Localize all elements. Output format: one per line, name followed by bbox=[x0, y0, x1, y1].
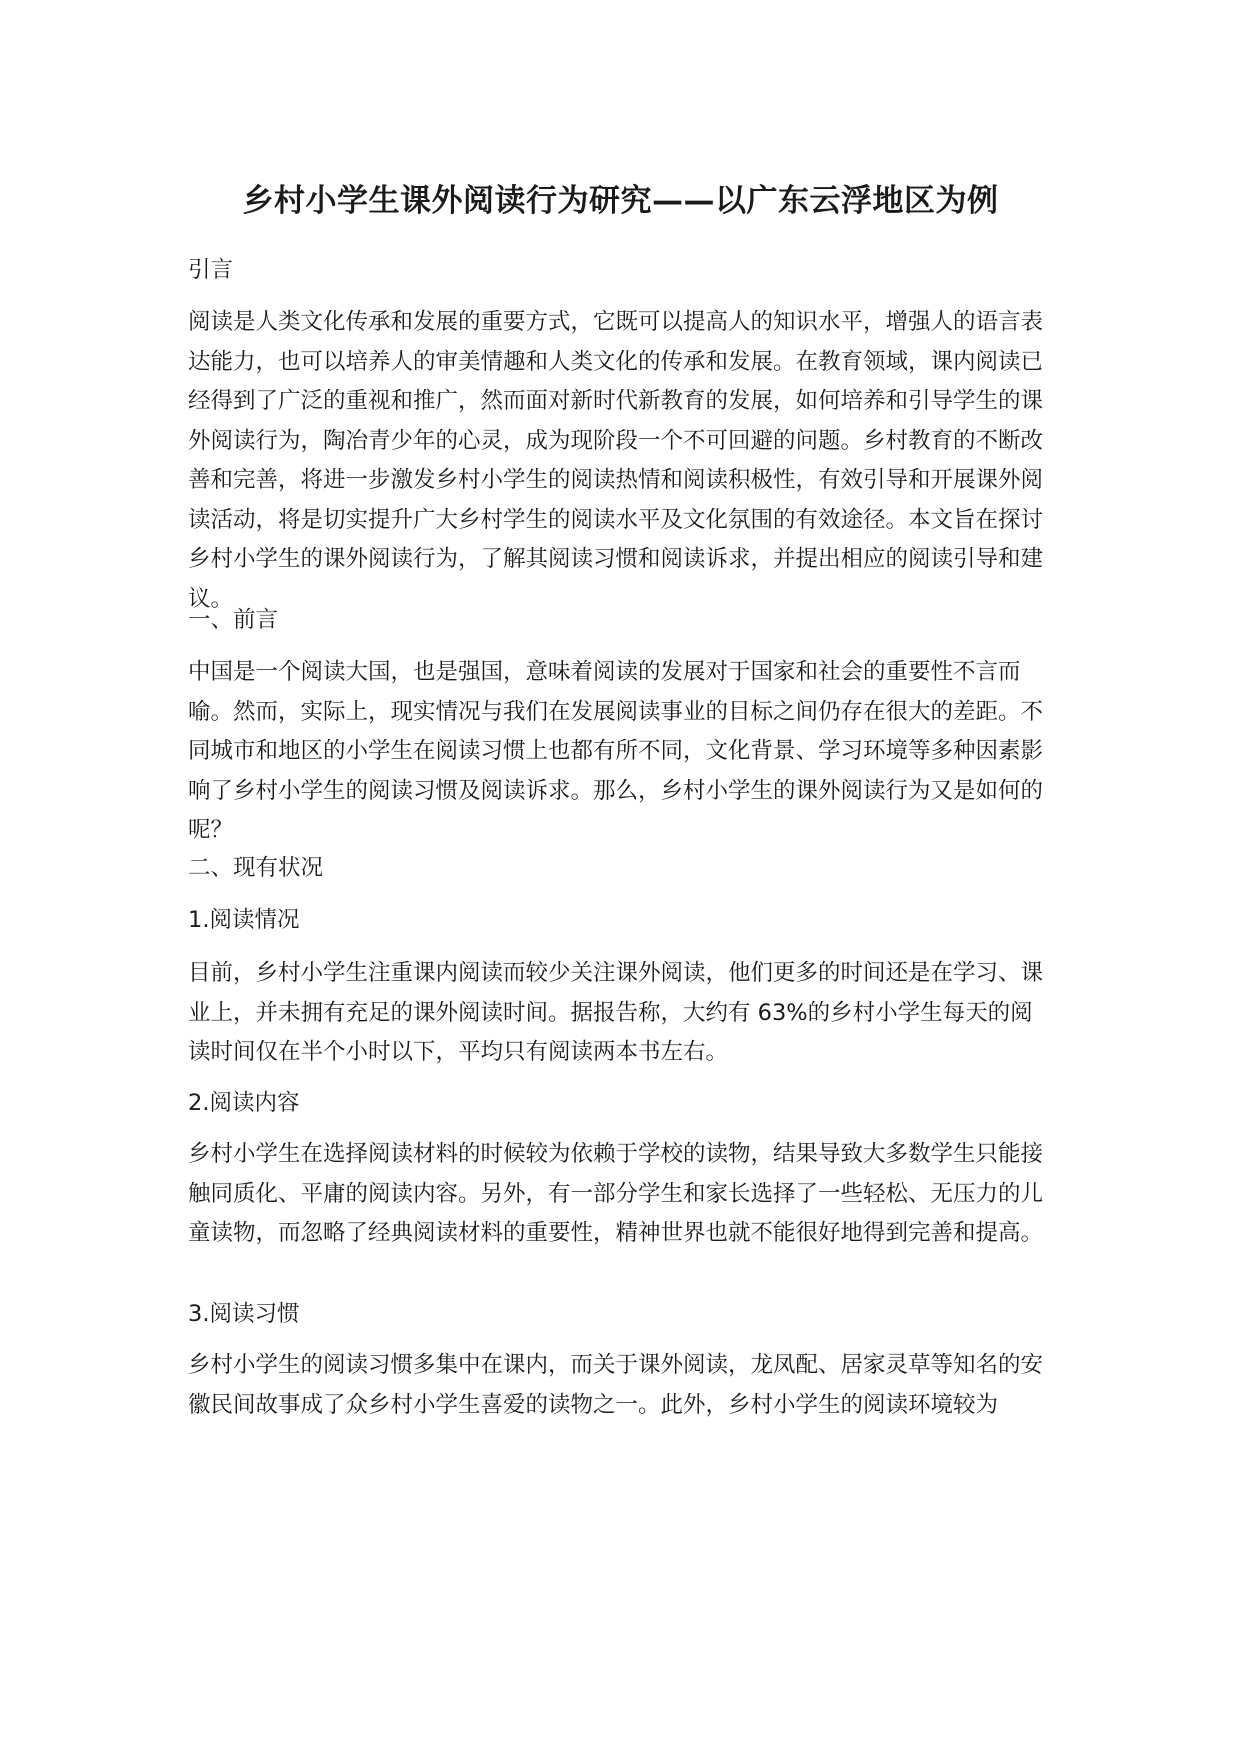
subsection-heading-reading-content: 2.阅读内容 bbox=[188, 1090, 300, 1116]
section-heading-current-status: 二、现有状况 bbox=[188, 855, 324, 881]
subsection-heading-reading-situation: 1.阅读情况 bbox=[188, 907, 300, 933]
subsection-heading-reading-habits: 3.阅读习惯 bbox=[188, 1301, 300, 1327]
paragraph-reading-habits: 乡村小学生的阅读习惯多集中在课内，而关于课外阅读，龙凤配、居家灵草等知名的安徽民间故事成了众乡村小学生喜爱的读物之一。此外，乡村小学生的阅读环境较为 bbox=[188, 1352, 1044, 1418]
paragraph-preface: 中国是一个阅读大国，也是强国，意味着阅读的发展对于国家和社会的重要性不言而喻。然而，实际上，现实情况与我们在发展阅读事业的目标之间仍存在很大的差距。不同城市和地区的小学生在阅读习惯上也都有所不同，文化背景、学习环境等多种因素影响了乡村小学生的阅读习惯及阅读诉求。那么，乡村小学生的课外阅读行为又是如何的呢？ bbox=[188, 659, 1044, 843]
document-title: 乡村小学生课外阅读行为研究——以广东云浮地区为例 bbox=[242, 183, 999, 219]
section-heading-preface: 一、前言 bbox=[188, 607, 279, 633]
paragraph-intro: 阅读是人类文化传承和发展的重要方式，它既可以提高人的知识水平，增强人的语言表达能力，也可以培养人的审美情趣和人类文化的传承和发展。在教育领域，课内阅读已经得到了广泛的重视和推广，然而面对新时代新教育的发展，如何培养和引导学生的课外阅读行为，陶冶青少年的心灵，成为现阶段一个不可回避的问题。乡村教育的不断改善和完善，将进一步激发乡村小学生的阅读热情和阅读积极性，有效引导和开展课外阅读活动，将是切实提升广大乡村学生的阅读水平及文化氛围的有效途径。本文旨在探讨乡村小学生的课外阅读行为，了解其阅读习惯和阅读诉求，并提出相应的阅读引导和建议。 bbox=[188, 309, 1044, 612]
paragraph-reading-content: 乡村小学生在选择阅读材料的时候较为依赖于学校的读物，结果导致大多数学生只能接触同质化、平庸的阅读内容。另外，有一部分学生和家长选择了一些轻松、无压力的儿童读物，而忽略了经典阅读材料的重要性，精神世界也就不能很好地得到完善和提高。 bbox=[188, 1141, 1044, 1246]
section-heading-intro: 引言 bbox=[188, 257, 234, 283]
paragraph-reading-situation: 目前，乡村小学生注重课内阅读而较少关注课外阅读，他们更多的时间还是在学习、课业上，并未拥有充足的课外阅读时间。据报告称，大约有 63%的乡村小学生每天的阅读时间仅在半个小时以下，平均只有阅读两本书左右。 bbox=[188, 960, 1044, 1065]
